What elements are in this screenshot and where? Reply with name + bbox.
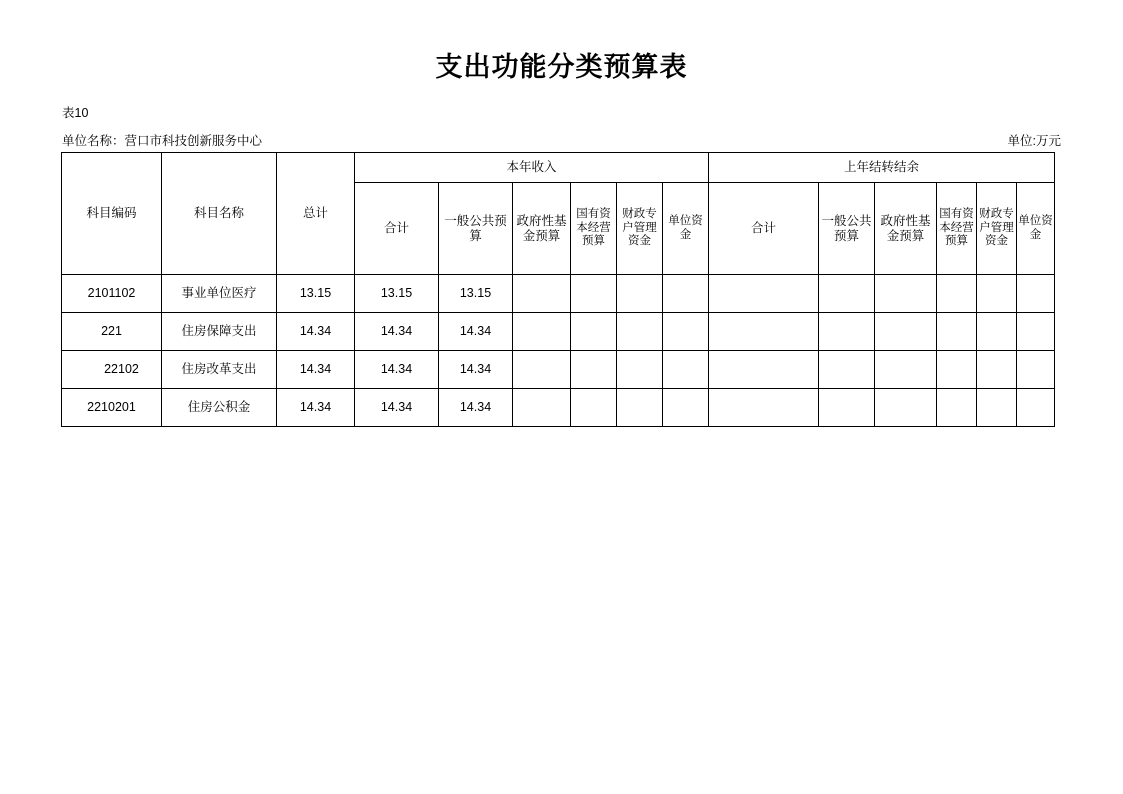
header-carryover-subtotal: 合计: [709, 183, 819, 275]
header-income-subtotal: 合计: [355, 183, 439, 275]
cell-income-subtotal: 13.15: [355, 275, 439, 313]
cell-income-unit-funds: [663, 389, 709, 427]
cell-income-subtotal: 14.34: [355, 351, 439, 389]
cell-income-general-public-budget: 14.34: [439, 389, 513, 427]
cell-income-state-capital-operation-budget: [571, 389, 617, 427]
cell-income-state-capital-operation-budget: [571, 351, 617, 389]
cell-carryover-state-capital-operation-budget: [937, 351, 977, 389]
cell-carryover-fiscal-special-account-funds: [977, 351, 1017, 389]
cell-income-gov-fund-budget: [513, 275, 571, 313]
header-total: 总计: [277, 153, 355, 275]
cell-code: 2101102: [62, 275, 162, 313]
cell-income-unit-funds: [663, 351, 709, 389]
cell-name: 住房保障支出: [162, 313, 277, 351]
header-income-fiscal-special-account-funds: 财政专户管理资金: [617, 183, 663, 275]
cell-carryover-gov-fund-budget: [875, 275, 937, 313]
table-row: [62, 389, 1055, 427]
cell-total: 13.15: [277, 275, 355, 313]
cell-carryover-fiscal-special-account-funds: [977, 275, 1017, 313]
cell-carryover-subtotal: [709, 313, 819, 351]
cell-carryover-gov-fund-budget: [875, 313, 937, 351]
cell-income-gov-fund-budget: [513, 351, 571, 389]
cell-carryover-general-public-budget: [819, 313, 875, 351]
cell-income-general-public-budget: 13.15: [439, 275, 513, 313]
cell-name: 住房公积金: [162, 389, 277, 427]
cell-carryover-unit-funds: [1017, 351, 1055, 389]
cell-income-unit-funds: [663, 275, 709, 313]
header-carryover-unit-funds: 单位资金: [1017, 183, 1055, 275]
cell-carryover-general-public-budget: [819, 275, 875, 313]
cell-total: 14.34: [277, 313, 355, 351]
header-name: 科目名称: [162, 153, 277, 275]
cell-carryover-state-capital-operation-budget: [937, 313, 977, 351]
cell-income-unit-funds: [663, 313, 709, 351]
cell-income-fiscal-special-account-funds: [617, 275, 663, 313]
cell-carryover-fiscal-special-account-funds: [977, 313, 1017, 351]
header-code: 科目编码: [62, 153, 162, 275]
cell-income-gov-fund-budget: [513, 389, 571, 427]
budget-table: [61, 152, 1055, 427]
cell-income-general-public-budget: 14.34: [439, 351, 513, 389]
cell-carryover-subtotal: [709, 275, 819, 313]
cell-carryover-gov-fund-budget: [875, 389, 937, 427]
table-header-group-row: [62, 153, 1055, 183]
page-title: 支出功能分类预算表: [435, 52, 688, 82]
cell-carryover-unit-funds: [1017, 389, 1055, 427]
cell-carryover-unit-funds: [1017, 313, 1055, 351]
cell-income-state-capital-operation-budget: [571, 313, 617, 351]
header-income-unit-funds: 单位资金: [663, 183, 709, 275]
cell-income-general-public-budget: 14.34: [439, 313, 513, 351]
cell-carryover-state-capital-operation-budget: [937, 275, 977, 313]
cell-name: 住房改革支出: [162, 351, 277, 389]
header-income-general-public-budget: 一般公共预算: [439, 183, 513, 275]
cell-total: 14.34: [277, 351, 355, 389]
header-carryover-general-public-budget: 一般公共预算: [819, 183, 875, 275]
cell-carryover-general-public-budget: [819, 351, 875, 389]
table-number-label: 表10: [62, 106, 89, 120]
cell-income-gov-fund-budget: [513, 313, 571, 351]
cell-income-subtotal: 14.34: [355, 389, 439, 427]
cell-income-state-capital-operation-budget: [571, 275, 617, 313]
header-income-gov-fund-budget: 政府性基金预算: [513, 183, 571, 275]
currency-unit-label: 单位:万元: [1007, 134, 1061, 148]
cell-code: 221: [62, 313, 162, 351]
cell-carryover-subtotal: [709, 351, 819, 389]
cell-code: 22102: [62, 351, 162, 389]
cell-name: 事业单位医疗: [162, 275, 277, 313]
cell-income-subtotal: 14.34: [355, 313, 439, 351]
cell-income-fiscal-special-account-funds: [617, 313, 663, 351]
header-carryover-gov-fund-budget: 政府性基金预算: [875, 183, 937, 275]
table-row: [62, 313, 1055, 351]
cell-carryover-gov-fund-budget: [875, 351, 937, 389]
cell-total: 14.34: [277, 389, 355, 427]
header-carryover-state-capital-operation-budget: 国有资本经营预算: [937, 183, 977, 275]
cell-carryover-state-capital-operation-budget: [937, 389, 977, 427]
header-carryover-fiscal-special-account-funds: 财政专户管理资金: [977, 183, 1017, 275]
header-group-prior-year-carryover: 上年结转结余: [709, 153, 1055, 183]
header-income-state-capital-operation-budget: 国有资本经营预算: [571, 183, 617, 275]
cell-income-fiscal-special-account-funds: [617, 389, 663, 427]
unit-name-label: 单位名称：营口市科技创新服务中心: [62, 134, 263, 148]
cell-carryover-unit-funds: [1017, 275, 1055, 313]
cell-carryover-fiscal-special-account-funds: [977, 389, 1017, 427]
cell-code: 2210201: [62, 389, 162, 427]
cell-carryover-general-public-budget: [819, 389, 875, 427]
table-row: [62, 351, 1055, 389]
cell-income-fiscal-special-account-funds: [617, 351, 663, 389]
cell-carryover-subtotal: [709, 389, 819, 427]
table-row: [62, 275, 1055, 313]
header-group-current-year-income: 本年收入: [355, 153, 709, 183]
